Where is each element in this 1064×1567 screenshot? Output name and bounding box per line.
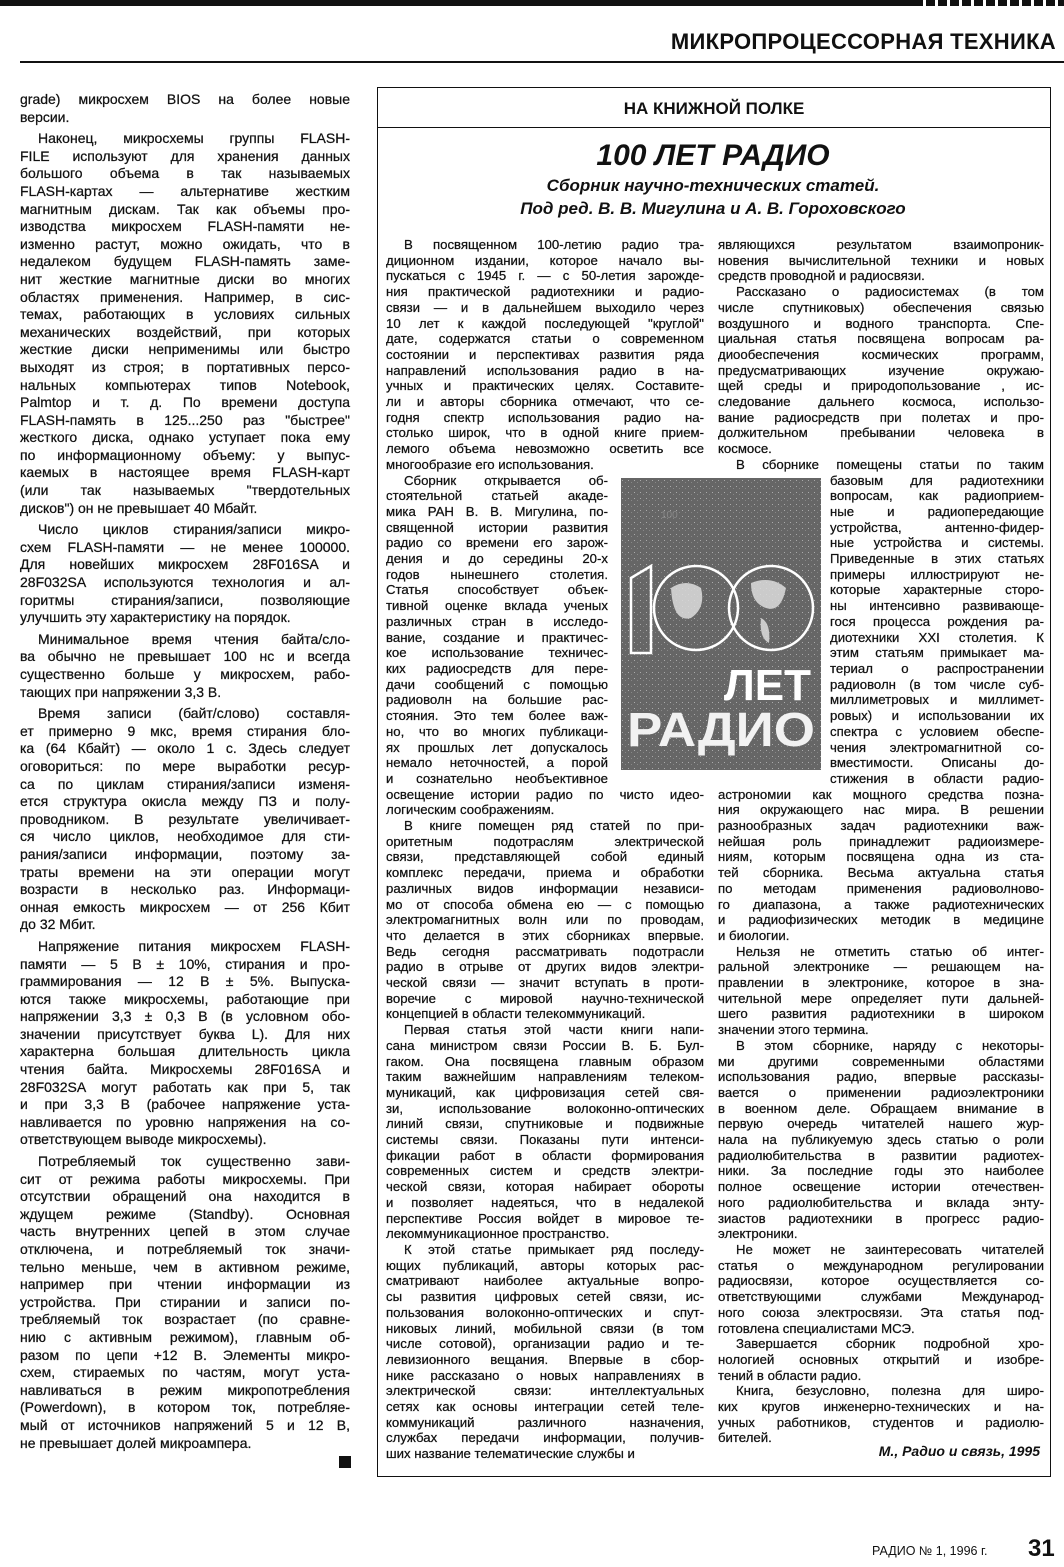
- text-line: мый от источников напряжений 5 и 12 В,: [20, 1416, 350, 1433]
- text-line: числе спутниковых) обеспечения связью: [718, 299, 1044, 315]
- text-line: по информационному объему: у выпус-: [20, 446, 350, 463]
- text-line: спектра с условием обеспе-: [830, 723, 1044, 739]
- text-line: фикации работ в области формирования: [386, 1147, 704, 1163]
- review-column-right: [718, 237, 1044, 1446]
- text-line: примеры иллюстрируют не-: [830, 566, 1044, 582]
- text-line: ждущем режиме (Standby). Основная: [20, 1205, 350, 1222]
- text-line: радиолюбительства в развитии радиотех-: [718, 1147, 1044, 1163]
- text-line: ческой связи, которая набирает обороты: [386, 1179, 704, 1195]
- text-line: диционном издании, которое начало вы-: [386, 252, 704, 268]
- text-line: предусматривающих изучение окружаю-: [718, 362, 1044, 378]
- paragraph: [718, 1383, 1044, 1446]
- text-line: шего развития радиотехники в широком: [718, 1006, 1044, 1022]
- text-line: сетях как основы интеграции сетей теле-: [386, 1399, 704, 1415]
- text-line: состоянии и перспективах развития ряда: [386, 346, 704, 362]
- text-line: К этой статье примыкает ряд последу-: [404, 1242, 704, 1257]
- text-line: гаком. Она посвящена главным образом: [386, 1053, 704, 1069]
- text-line: никовых линий, мобильной связи (в том: [386, 1320, 704, 1336]
- text-line: сана министром связи России В. Б. Бул-: [386, 1037, 704, 1053]
- text-line: онная емкость микросхем — от 256 Кбит: [20, 898, 350, 915]
- text-line: ются также микросхемы, работающие при: [20, 990, 350, 1007]
- text-line: ния практической радиотехники и радио-: [386, 284, 704, 300]
- text-line: священной истории развития: [386, 519, 608, 535]
- text-line: отсутствии обращений она находится в: [20, 1188, 350, 1205]
- text-line: различных видов информации независи-: [386, 880, 704, 896]
- text-line: Время записи (байт/слово) составля-: [38, 705, 350, 722]
- text-line: концепцией в области телекоммуникаций.: [386, 1006, 646, 1022]
- text-line: таким важнейшим направлениям телеком-: [386, 1069, 704, 1085]
- text-line: значении этого термина.: [718, 1022, 869, 1038]
- text-line: схем, стираемых по частям, могут уста-: [20, 1364, 350, 1381]
- text-line: вание, создание и практичес-: [386, 629, 608, 645]
- text-line: сматривают наиболее актуальные вопро-: [386, 1273, 704, 1289]
- text-line: воздушного и водного транспорта. Спе-: [718, 315, 1044, 331]
- paragraph: [718, 944, 1044, 1038]
- text-line: годов нынешнего столетия.: [386, 566, 608, 582]
- text-line: тельно меньше, чем в активном режиме,: [20, 1258, 350, 1275]
- text-line: ральной электронике — решающем на-: [718, 959, 1044, 975]
- text-line: связи — и в дальнейшем выходило через: [386, 299, 704, 315]
- text-line: го диапазона, а также радиотехнических: [718, 896, 1044, 912]
- text-line: 28F032SA могут работать как при 5, так: [20, 1078, 350, 1095]
- text-line: числе сотовой), организации радио и те-: [386, 1336, 704, 1352]
- paragraph: [20, 130, 350, 517]
- text-line: вается о применении радиоэлектроники: [718, 1084, 1044, 1100]
- book-title: 100 ЛЕТ РАДИО: [596, 139, 830, 172]
- text-line: устройства. При стирании и записи по-: [20, 1293, 350, 1310]
- text-line: но, что во многих публикаци-: [386, 723, 608, 739]
- text-line: использования радио, впервые рассказы-: [718, 1069, 1044, 1085]
- text-line: учных и практических целях. Составите-: [386, 378, 704, 394]
- text-line: ного радиолюбительства и вклада энту-: [718, 1194, 1044, 1210]
- text-line: FILE используют для хранения данных: [20, 147, 350, 164]
- text-line: ные устройства и системы.: [830, 535, 1044, 551]
- text-line: ших название телематические службы и: [386, 1446, 635, 1462]
- text-line: характерна большая длительность цикла: [20, 1043, 350, 1060]
- text-line: часть внутренних цепей в этом случае: [20, 1223, 350, 1240]
- text-line: оговориться: по мере выработки ресур-: [20, 757, 350, 774]
- text-line: радиоволн на большие рас-: [386, 692, 608, 708]
- paragraph: [20, 938, 350, 1149]
- text-line: освещение истории радио по чисто идео-: [386, 786, 704, 802]
- text-line: кое использование техничес-: [386, 645, 608, 661]
- text-line: ми другими современными областями: [718, 1053, 1044, 1069]
- book-subtitle: Сборник научно-технических статей.: [546, 176, 880, 195]
- text-line: 28F032SA используются технология и ал-: [20, 574, 350, 591]
- text-line: Минимальное время чтения байта/сло-: [38, 630, 350, 647]
- text-line: граммирования — 12 В ± 5%. Выпуска-: [20, 973, 350, 990]
- text-line: космосе.: [718, 441, 772, 457]
- text-line: ях прошлых лет допускалось: [386, 739, 608, 755]
- text-line: ниям, которым посвящена одна из ста-: [718, 849, 1044, 865]
- text-line: Ведь сегодня рассматривать подотрасли: [386, 943, 704, 959]
- text-line: стижения в области радио-: [830, 770, 1044, 786]
- text-line: 10 лет к каждой последующей "круглой": [386, 315, 704, 331]
- text-line: В сборнике помещены статьи по таким: [736, 456, 1044, 472]
- paragraph: [20, 521, 350, 627]
- text-line: дисков") он не превышает 40 Мбайт.: [20, 499, 258, 516]
- text-line: ответствующем выводе микросхемы).: [20, 1131, 267, 1148]
- text-line: полное освещение истории отечествен-: [718, 1179, 1044, 1195]
- text-line: тающих при напряжении 3,3 В.: [20, 683, 222, 700]
- text-line: Для новейших микросхем 28F016SA и: [20, 556, 350, 573]
- text-line: многообразие его использования.: [386, 456, 594, 472]
- text-line: и сознательно необъективное: [386, 770, 608, 786]
- text-line: базовым для радиотехники: [830, 472, 1044, 488]
- text-line: дате, содержатся статьи о современном: [386, 331, 704, 347]
- paragraph: [20, 91, 350, 126]
- text-line: линий связи, спутниковые и подвижные: [386, 1116, 704, 1132]
- text-line: миллиметровых и миллимет-: [830, 692, 1044, 708]
- text-line: FLASH-картах — альтернативе жестким: [20, 182, 350, 199]
- text-line: тей сборника. Весьма актуальна статья: [718, 865, 1044, 881]
- text-line: дения и до середины 20-х: [386, 551, 608, 567]
- text-line: grade) микросхем BIOS на более новые: [20, 91, 350, 107]
- text-line: ного союза электросвязи. Эта статья под-: [718, 1304, 1044, 1320]
- paragraph: [20, 1153, 350, 1452]
- cover-logo-word-radio: РАДИО: [627, 704, 815, 757]
- text-line: и биологии.: [718, 927, 790, 943]
- text-line: са по циклам стирания/записи изменя-: [20, 775, 350, 792]
- text-line: диообеспечения космических программ,: [718, 346, 1044, 362]
- text-line: ровых) и использовании их: [830, 708, 1044, 724]
- text-line: пользования волоконно-оптических и спут-: [386, 1304, 704, 1320]
- text-line: Не может не заинтересовать читателей: [736, 1242, 1044, 1257]
- text-line: и позволяет надеяться, что в недалекой: [386, 1194, 704, 1210]
- text-line: Сборник открывается об-: [404, 472, 608, 488]
- text-line: годня спектр использования радио на-: [386, 409, 704, 425]
- text-line: гося процесса рождения ра-: [830, 613, 1044, 629]
- text-line: отключена, и потребляемый ток значи-: [20, 1241, 350, 1257]
- rubric-heading: НА КНИЖНОЙ ПОЛКЕ: [378, 90, 1050, 128]
- text-line: разнообразных задач радиотехники важ-: [718, 818, 1044, 834]
- text-line: ли и авторы сборника отмечают, что се-: [386, 394, 704, 410]
- paragraph: [718, 1242, 1044, 1336]
- text-line: нейшая роль принадлежит радиоизмере-: [718, 833, 1044, 849]
- text-line: ва обычно не превышает 100 нс и всегда: [20, 648, 350, 665]
- text-line: коммуникаций различного назначения,: [386, 1414, 704, 1430]
- text-line: системы связи. Показаны пути интенси-: [386, 1132, 704, 1148]
- text-line: жесткие диски неприменимы или быстро: [20, 341, 350, 358]
- text-line: FLASH-память в 125...250 раз "быстрее": [20, 411, 350, 428]
- text-line: (Powerdown), в котором ток, потребляе-: [20, 1399, 350, 1416]
- text-line: мо от способа обмена ею — с помощью: [386, 896, 704, 912]
- text-line: перспективе Россия войдет в мировое те-: [386, 1210, 704, 1226]
- cover-logo-word-let: ЛЕТ: [723, 661, 811, 710]
- text-line: В этом сборнике, наряду с некоторы-: [736, 1037, 1044, 1053]
- paragraph: [718, 284, 1044, 457]
- text-line: В книге помещен ряд статей по при-: [404, 818, 704, 834]
- text-line: возрасти в несколько раз. Информаци-: [20, 881, 350, 898]
- text-line: стоятельной статьей акаде-: [386, 488, 608, 504]
- text-line: диотехники XXI столетия. К: [830, 629, 1044, 645]
- text-line: Статья способствует объек-: [386, 582, 608, 598]
- text-line: териал о распространении: [830, 660, 1044, 676]
- text-line: ющих публикаций, авторы которых рас-: [386, 1257, 704, 1273]
- text-line: циальная статья посвящена вопросам ра-: [718, 331, 1044, 347]
- text-line: Приведенные в этих статьях: [830, 551, 1044, 567]
- text-line: новения вычислительной техники и новых: [718, 252, 1044, 268]
- header-rule: [20, 61, 1064, 63]
- text-line: муникаций, как цифровизация сетей свя-: [386, 1084, 704, 1100]
- text-line: радиосвязи, которое осуществляется со-: [718, 1273, 1044, 1289]
- text-line: немало неточностей, а порой: [386, 755, 608, 771]
- text-line: ны интенсивно развивающе-: [830, 598, 1044, 614]
- text-line: нит жесткие магнитные диски во многих: [20, 270, 350, 287]
- text-line: радио в отрыве от других видов электри-: [386, 959, 704, 975]
- text-line: изменно растут, можно ожидать, что в: [20, 235, 350, 252]
- text-line: должительном пребывании человека в: [718, 425, 1044, 441]
- text-line: большого объема в так называемых: [20, 165, 350, 182]
- text-line: электромагнитных волн или по проводам,: [386, 912, 704, 928]
- paragraph: [386, 818, 704, 1022]
- text-line: правлении в электронике, которое в зна-: [718, 975, 1044, 991]
- text-line: по методам применения радиоволново-: [718, 880, 1044, 896]
- text-line: проводником. В результате увеличивает-: [20, 810, 350, 827]
- text-line: Рассказано о радиосистемах (в том: [736, 284, 1044, 300]
- text-line: тивной оценке вклада ученых: [386, 598, 608, 614]
- article-end-mark: [339, 1456, 351, 1468]
- text-line: Нельзя не отметить статью об интег-: [736, 943, 1044, 959]
- text-line: требляемый ток возрастает (по сравне-: [20, 1311, 350, 1328]
- text-line: нальных компьютерах типов Notebook,: [20, 376, 350, 393]
- paragraph: [386, 1022, 704, 1242]
- text-line: ные и радиопередающие: [830, 503, 1044, 519]
- text-line: напряжении 3,3 ± 0,3 В (в условном обо-: [20, 1008, 350, 1025]
- paragraph: [20, 705, 350, 934]
- text-line: Книга, безусловно, полезна для широ-: [736, 1383, 1044, 1399]
- text-line: выходят из строя; в портативных персо-: [20, 358, 350, 375]
- text-line: радио со времени его зарож-: [386, 535, 608, 551]
- footer-magazine-issue: РАДИО № 1, 1996 г.: [872, 1544, 988, 1558]
- text-line: ка (64 Кбайт) — около 1 с. Здесь следует: [20, 740, 350, 757]
- text-line: электроники.: [718, 1226, 798, 1242]
- text-line: например при чтении информации из: [20, 1276, 350, 1293]
- text-line: схем FLASH-памяти — не менее 100000.: [20, 538, 350, 555]
- text-line: траты времени на эти операции могут: [20, 863, 350, 880]
- text-line: ких кругов инженерно-технических и на-: [718, 1399, 1044, 1415]
- publisher-signature: М., Радио и связь, 1995: [878, 1443, 1040, 1459]
- paragraph: [718, 1336, 1044, 1383]
- text-line: чительной мере определяет пути дальней-: [718, 990, 1044, 1006]
- text-line: значении присутствует буква L). Для них: [20, 1025, 350, 1042]
- text-line: версии.: [20, 108, 70, 125]
- text-line: службах передачи информации, получив-: [386, 1430, 704, 1446]
- text-line: стояния. Это тем более важ-: [386, 708, 608, 724]
- text-line: комплекс передачи, приема и обработки: [386, 865, 704, 881]
- text-line: ких радиосредств для пере-: [386, 660, 608, 676]
- text-line: чения электромагнитной со-: [830, 739, 1044, 755]
- paragraph: [20, 631, 350, 701]
- text-line: зи, использование волоконно-оптических: [386, 1100, 704, 1116]
- text-line: следование дальнего космоса, использо-: [718, 394, 1044, 410]
- text-line: не превышает долей микроампера.: [20, 1434, 252, 1451]
- text-line: логическим соображениям.: [386, 802, 555, 818]
- text-line: существенно больше у микросхем, рабо-: [20, 666, 350, 682]
- text-line: различных стран в исследо-: [386, 613, 608, 629]
- paragraph: [386, 1242, 704, 1462]
- text-line: магнитным дискам. Так как объемы про-: [20, 200, 350, 217]
- text-line: изводства микросхем FLASH-памяти не-: [20, 218, 350, 235]
- text-line: памяти — 5 В ± 10%, стирания и про-: [20, 955, 350, 972]
- text-line: ответствующими службами Международ-: [718, 1289, 1044, 1305]
- left-article-column: [20, 91, 350, 1456]
- text-line: вопросам, как радиоприем-: [830, 488, 1044, 504]
- text-line: навливается по уровню напряжения на со-: [20, 1113, 350, 1130]
- text-line: статья о международном регулировании: [718, 1257, 1044, 1273]
- text-line: лемого объема невозможно осветить все: [386, 441, 704, 457]
- text-line: и при 3,3 В (рабочее напряжение уста-: [20, 1096, 350, 1113]
- text-line: Потребляемый ток существенно зави-: [38, 1153, 350, 1170]
- top-rule: [0, 0, 1064, 6]
- cover-logo-number: 100: [661, 510, 678, 521]
- text-line: тений в области радио.: [718, 1367, 862, 1383]
- text-line: мика РАН В. В. Мигулина, по-: [386, 503, 608, 519]
- text-line: нию с активным режимом), главным об-: [20, 1328, 350, 1345]
- text-line: В посвященном 100-летию радио тра-: [404, 237, 704, 252]
- text-line: ся число циклов, необходимое для сти-: [20, 828, 350, 845]
- text-line: астрономии как мощного средства позна-: [718, 786, 1044, 802]
- review-column-middle: [386, 237, 704, 1462]
- text-line: пускаться с 1945 г. — с 50-летия зарожде-: [386, 268, 704, 284]
- text-line: дачи сообщений с помощью: [386, 676, 608, 692]
- text-line: жесткого диска, однако уступает пока ему: [20, 429, 350, 446]
- text-line: вместимости. Описаны до-: [830, 755, 1044, 771]
- text-line: Palmtop и т. д. По времени доступа: [20, 394, 350, 411]
- text-line: современных систем и средств электри-: [386, 1163, 704, 1179]
- book-editors: Под ред. В. В. Мигулина и А. В. Гороховского: [520, 199, 906, 218]
- page-number: 31: [1028, 1535, 1055, 1562]
- text-line: нала на публикуемую здесь статью о роли: [718, 1132, 1044, 1148]
- text-line: связи, представляющей собой единый: [386, 849, 704, 865]
- book-cover-image: [621, 478, 821, 770]
- text-line: и радиофизических методик в медицине: [718, 912, 1044, 928]
- text-line: столько широк, что в одной книге прием-: [386, 425, 704, 441]
- text-line: радиоволн (в том числе суб-: [830, 676, 1044, 692]
- text-line: сы развития цифровых сетей связи, ис-: [386, 1289, 704, 1305]
- paragraph: [718, 237, 1044, 284]
- text-line: нологией основных открытий и изобре-: [718, 1351, 1044, 1367]
- text-line: Завершается сборник подробной хро-: [736, 1336, 1044, 1352]
- paragraph: [718, 1038, 1044, 1242]
- text-line: лекоммуникационное пространство.: [386, 1226, 610, 1242]
- text-line: разом по цепи +12 В. Элементы микро-: [20, 1346, 350, 1363]
- text-line: Число циклов стирания/записи микро-: [38, 521, 350, 538]
- text-line: в военном деле. Обращаем внимание в: [718, 1100, 1044, 1116]
- text-line: зиастов радиотехники в прогресс радио-: [718, 1210, 1044, 1226]
- text-line: готовлена специалистами МСЭ.: [718, 1320, 915, 1336]
- text-line: ники. За последние годы это наиболее: [718, 1163, 1044, 1179]
- text-line: левизионного вещания. Впервые в сбор-: [386, 1351, 704, 1367]
- text-line: электрической связи: интеллектуальных: [386, 1383, 704, 1399]
- text-line: нике рассказано о новых направлениях в: [386, 1367, 704, 1383]
- text-line: чтения байта. Микросхемы 28F016SA и: [20, 1061, 350, 1078]
- text-line: Первая статья этой части книги напи-: [404, 1022, 704, 1038]
- paragraph: [386, 237, 704, 473]
- text-line: темах, работающих в условиях сильных: [20, 306, 350, 323]
- text-line: ется структура окисла между ПЗ и полу-: [20, 793, 350, 810]
- text-line: первую очередь читателей нашего жур-: [718, 1116, 1044, 1132]
- text-line: ческой связи — значит вступать в проти-: [386, 975, 704, 991]
- text-line: областях применения. Например, в сис-: [20, 288, 350, 305]
- text-line: что делается в этих сборниках впервые.: [386, 927, 704, 943]
- text-line: направлений использования радио в на-: [386, 362, 704, 378]
- text-line: являющихся результатом взаимопроник-: [718, 237, 1044, 252]
- text-line: бителей.: [718, 1430, 772, 1446]
- text-line: средств проводной и радиосвязи.: [718, 268, 925, 284]
- text-line: воречие с мировой научно-технической: [386, 990, 704, 1006]
- text-line: горитмы стирания/записи, позволяющие: [20, 591, 350, 608]
- text-line: навливаться в режим микропотребления: [20, 1381, 350, 1398]
- text-line: механических воздействий, при которых: [20, 323, 350, 340]
- text-line: устройства, антенно-фидер-: [830, 519, 1044, 535]
- text-line: вание радиосредств при полетах и про-: [718, 409, 1044, 425]
- text-line: этим статьям примыкает ма-: [830, 645, 1044, 661]
- text-line: сит от режима работы микросхемы. При: [20, 1170, 350, 1187]
- text-line: рания/записи информации, поэтому за-: [20, 845, 350, 862]
- top-rule-decoration: [914, 0, 1064, 6]
- text-line: щей среды и природопользование , ис-: [718, 378, 1044, 394]
- text-line: недалеком будущем FLASH-память заме-: [20, 253, 350, 270]
- text-line: ния окружающего нас мира. В решении: [718, 802, 1044, 818]
- text-line: Наконец, микросхемы группы FLASH-: [38, 130, 350, 147]
- text-line: которые характерные сторо-: [830, 582, 1044, 598]
- text-line: (или так называемых "твердотельных: [20, 482, 350, 499]
- section-title: МИКРОПРОЦЕССОРНАЯ ТЕХНИКА: [670, 29, 1056, 54]
- text-line: ет примерно 9 мкс, время стирания бло-: [20, 722, 350, 739]
- text-line: до 32 Мбит.: [20, 916, 96, 933]
- text-line: улучшить эту характеристику на порядок.: [20, 609, 291, 626]
- text-line: каемых в настоящее время FLASH-карт: [20, 464, 350, 481]
- text-line: Напряжение питания микросхем FLASH-: [38, 937, 350, 954]
- text-line: оритетным подотраслям электрической: [386, 833, 704, 849]
- text-line: учных работников, студентов и радиолю-: [718, 1414, 1044, 1430]
